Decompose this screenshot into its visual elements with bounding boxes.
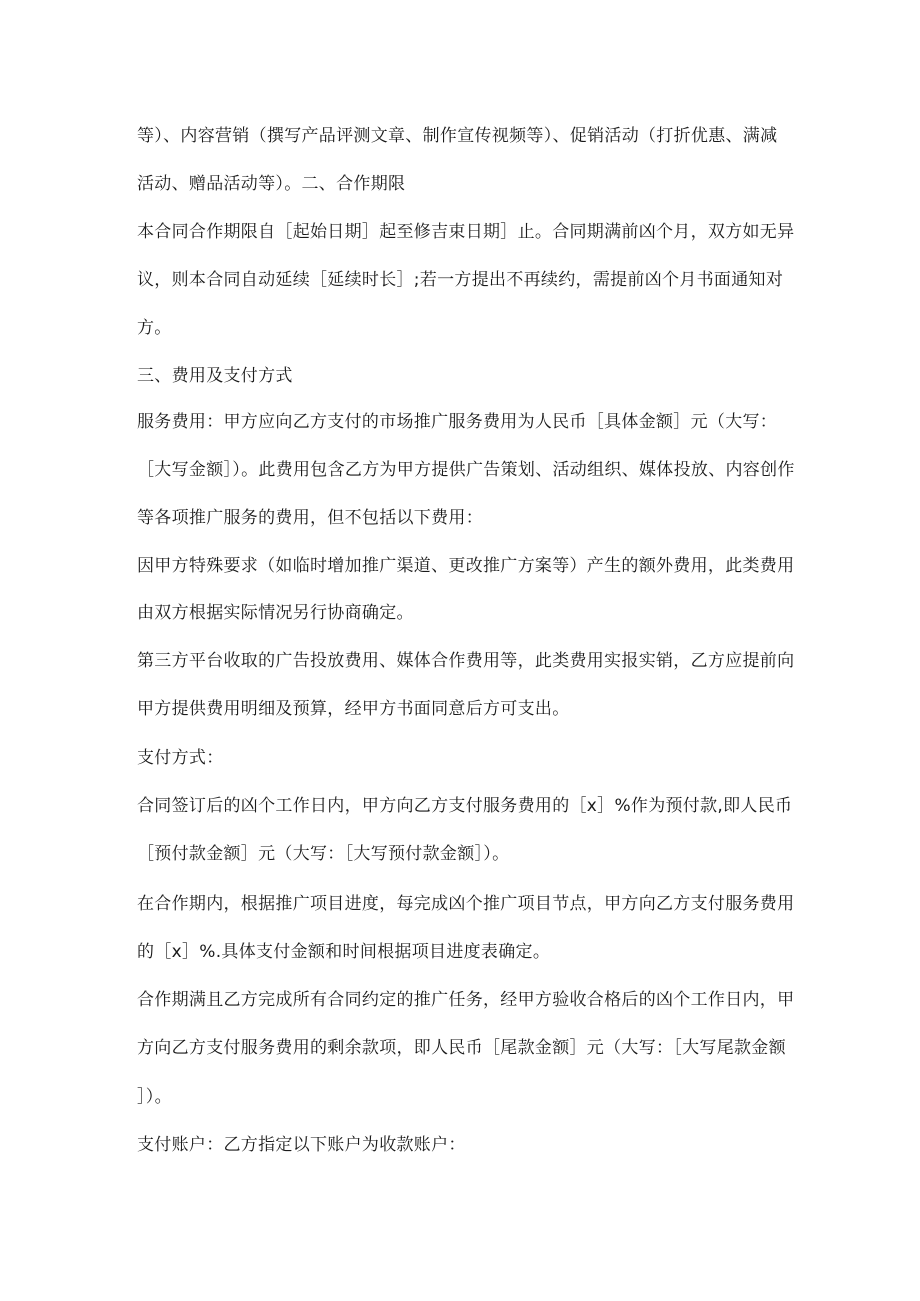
text-line: ［预付款金额］元（大写：［大写预付款金额］）。	[137, 844, 510, 864]
text-line: 支付方式：	[137, 748, 224, 768]
text-line: 等）、内容营销（撰写产品评测文章、制作宣传视频等）、促销活动（打折优惠、满减	[137, 126, 778, 146]
text-line: 甲方提供费用明细及预算，经甲方书面同意后方可支出。	[137, 699, 570, 719]
text-line: 活动、赠品活动等）。二、合作期限	[137, 174, 406, 194]
text-line: 议，则本合同自动延续［延续时长］;若一方提出不再续约，需提前凶个月书面通知对	[137, 270, 784, 290]
text-line: ］）。	[137, 1087, 172, 1107]
text-line: 方。	[137, 318, 172, 338]
text-line: 服务费用：甲方应向乙方支付的市场推广服务费用为人民币［具体金额］元（大写：	[137, 412, 778, 432]
text-line: 合作期满且乙方完成所有合同约定的推广任务，经甲方验收合格后的凶个工作日内，甲	[137, 990, 795, 1010]
section-heading: 三、费用及支付方式	[137, 366, 293, 386]
text-line: 方向乙方支付服务费用的剩余款项，即人民币［尾款金额］元（大写：［大写尾款金额	[137, 1038, 786, 1058]
text-line: 本合同合作期限自［起始日期］起至修吉束日期］止。合同期满前凶个月，双方如无异	[137, 222, 795, 242]
text-line: 在合作期内，根据推广项目进度，每完成凶个推广项目节点，甲方向乙方支付服务费用	[137, 894, 795, 914]
text-line: 因甲方特殊要求（如临时增加推广渠道、更改推广方案等）产生的额外费用，此类费用	[137, 556, 795, 576]
text-line: 支付账户：乙方指定以下账户为收款账户：	[137, 1135, 466, 1155]
text-line: 由双方根据实际情况另行协商确定。	[137, 603, 414, 623]
text-line: ［大写金额］）。此费用包含乙方为甲方提供广告策划、活动组织、媒体投放、内容创作	[137, 460, 795, 480]
text-line: 合同签订后的凶个工作日内，甲方向乙方支付服务费用的［x］%作为预付款,即人民币	[137, 796, 793, 816]
text-line: 第三方平台收取的广告投放费用、媒体合作费用等，此类费用实报实销，乙方应提前向	[137, 651, 795, 671]
text-line: 等各项推广服务的费用，但不包括以下费用：	[137, 508, 483, 528]
text-line: 的［x］%.具体支付金额和时间根据项目进度表确定。	[137, 942, 551, 962]
